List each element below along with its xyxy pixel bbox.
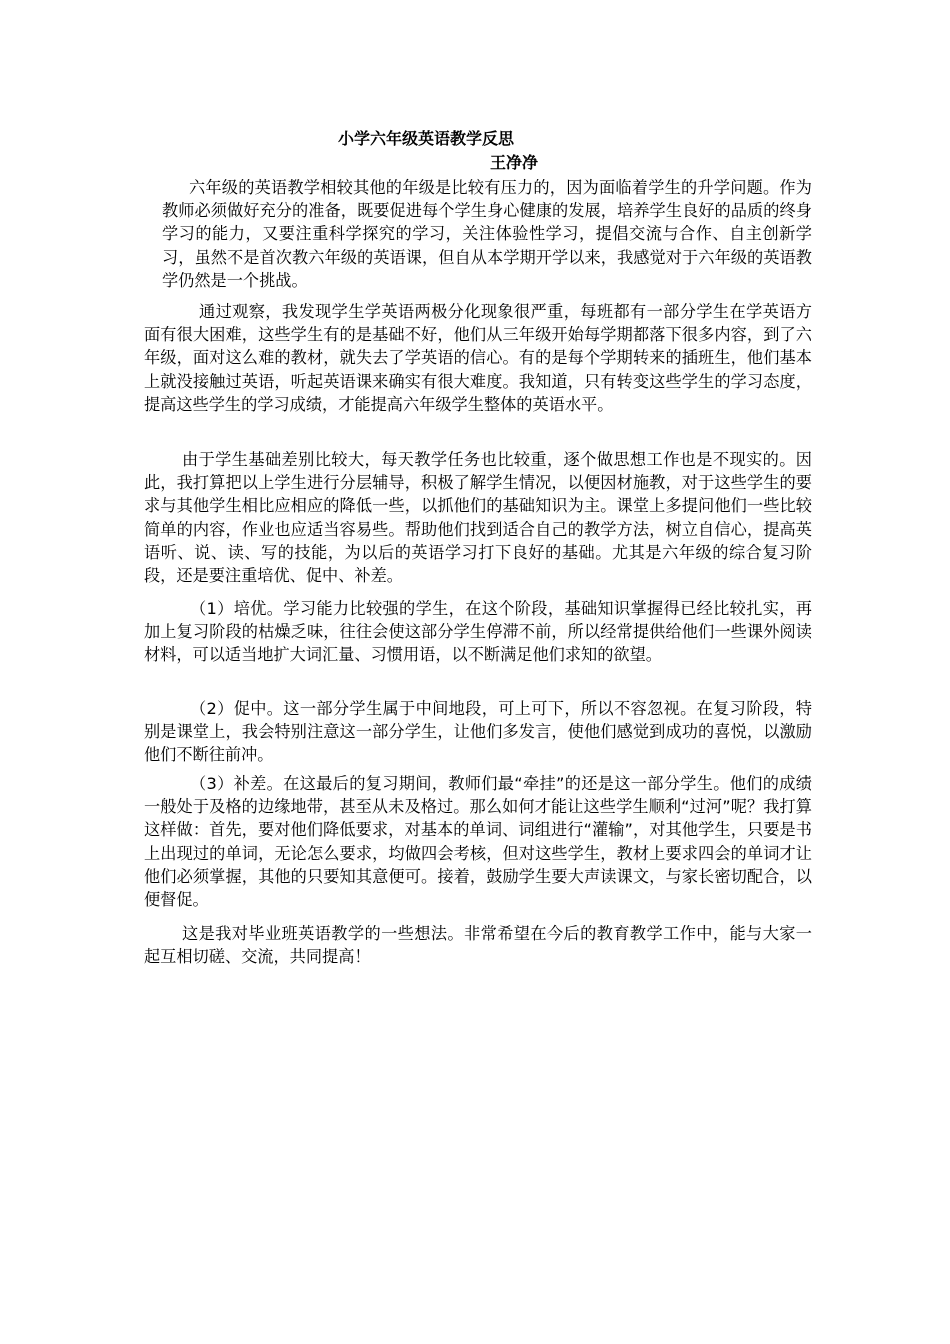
- paragraph-observation: 通过观察，我发现学生学英语两极分化现象很严重，每班都有一部分学生在学英语方面有很大困难，这些学生有的是基础不好，他们从三年级开始每学期都落下很多内容，到了六年级，面对这么难的教材，就失去了学英语的信心。有的是每个学期转来的插班生，他们基本上就没接触过英语，听起英语课来确实有很大难度。我知道，只有转变这些学生的学习态度，提高这些学生的学习成绩，才能提高六年级学生整体的英语水平。: [144, 302, 812, 414]
- paragraph-conclusion: 这是我对毕业班英语教学的一些想法。非常希望在今后的教育教学工作中，能与大家一起互相切磋、交流，共同提高！: [144, 924, 812, 967]
- author-name: 王净净: [490, 153, 539, 172]
- document-title: 小学六年级英语教学反思: [338, 129, 515, 148]
- paragraph-intro: 六年级的英语教学相较其他的年级是比较有压力的，因为面临着学生的升学问题。作为教师必须做好充分的准备，既要促进每个学生身心健康的发展，培养学生良好的品质的终身学习的能力，又要注重科学探究的学习，关注体验性学习，提倡交流与合作、自主创新学习，虽然不是首次教六年级的英语课，但自从本学期开学以来，我感觉对于六年级的英语教学仍然是一个挑战。: [162, 178, 812, 290]
- paragraph-top-students: （1）培优。学习能力比较强的学生，在这个阶段，基础知识掌握得已经比较扎实，再加上复习阶段的枯燥乏味，往往会使这部分学生停滞不前，所以经常提供给他们一些课外阅读材料，可以适当地扩大词汇量、习惯用语，以不断满足他们求知的欲望。: [144, 599, 812, 665]
- paragraph-struggling-students: （3）补差。在这最后的复习期间，教师们最“牵挂”的还是这一部分学生。他们的成绩一般处于及格的边缘地带，甚至从未及格过。那么如何才能让这些学生顺利“过河”呢？我打算这样做：首先，要对他们降低要求，对基本的单词、词组进行“灌输”，对其他学生，只要是书上出现过的单词，无论怎么要求，均做四会考核，但对这些学生，教材上要求四会的单词才让他们必须掌握，其他的只要知其意便可。接着，鼓励学生要大声读课文，与家长密切配合，以便督促。: [144, 774, 812, 910]
- paragraph-plan: 由于学生基础差别比较大，每天教学任务也比较重，逐个做思想工作也是不现实的。因此，我打算把以上学生进行分层辅导，积极了解学生情况，以便因材施教，对于这些学生的要求与其他学生相比应相应的降低一些，以抓他们的基础知识为主。课堂上多提问他们一些比较简单的内容，作业也应适当容易些。帮助他们找到适合自己的教学方法，树立自信心，提高英语听、说、读、写的技能，为以后的英语学习打下良好的基础。尤其是六年级的综合复习阶段，还是要注重培优、促中、补差。: [144, 450, 812, 586]
- paragraph-middle-students: （2）促中。这一部分学生属于中间地段，可上可下，所以不容忽视。在复习阶段，特别是课堂上，我会特别注意这一部分学生，让他们多发言，使他们感觉到成功的喜悦，以激励他们不断往前冲。: [144, 699, 812, 765]
